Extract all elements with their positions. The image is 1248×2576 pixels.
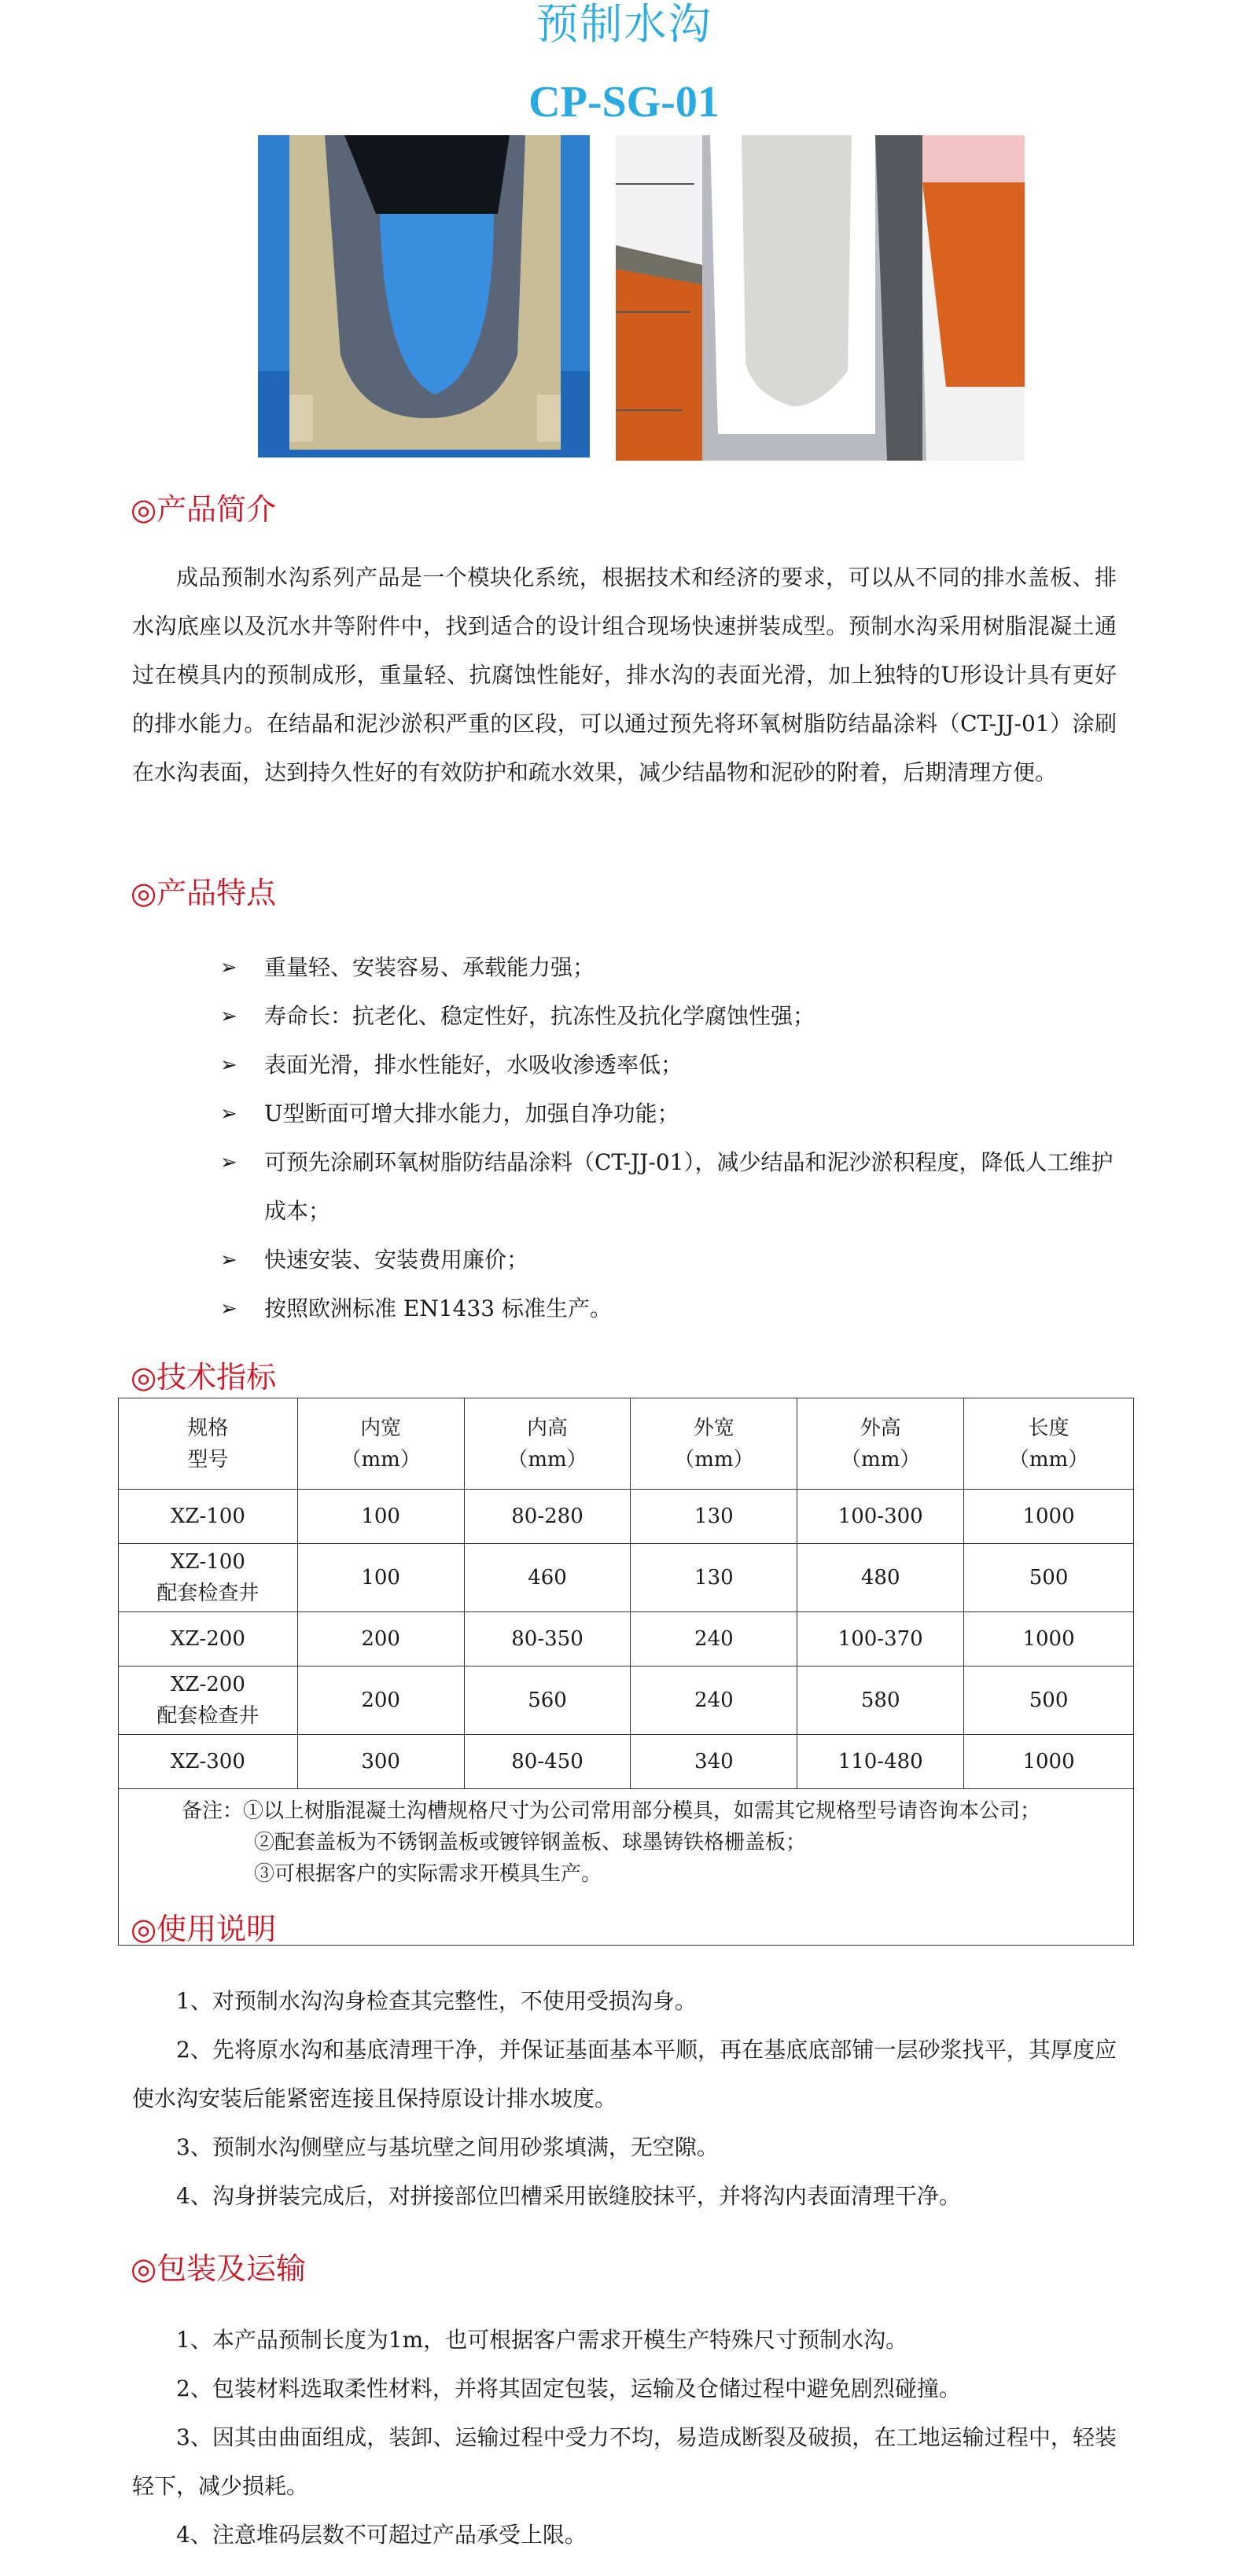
cell-value: 500 — [964, 1666, 1134, 1735]
table-row — [119, 1612, 1134, 1666]
table-row — [119, 1490, 1134, 1544]
arrow-bullet-icon: ➢ — [220, 1053, 237, 1077]
cell-value: 100 — [297, 1544, 464, 1612]
header-cell-inner-width: 内宽 （mm） — [297, 1398, 464, 1490]
cell-value: 240 — [631, 1666, 797, 1735]
cell-value: 580 — [797, 1666, 964, 1735]
cell-value: 560 — [464, 1666, 631, 1735]
features-list — [220, 943, 1117, 1333]
cell-value: 300 — [297, 1735, 464, 1789]
feature-text: 寿命长：抗老化、稳定性好，抗冻性及抗化学腐蚀性强； — [264, 1003, 815, 1029]
header-cell-model: 规格 型号 — [119, 1398, 298, 1490]
cell-value: 1000 — [964, 1612, 1134, 1666]
arrow-bullet-icon: ➢ — [220, 1102, 237, 1126]
arrow-bullet-icon: ➢ — [220, 956, 237, 979]
feature-item — [220, 1090, 1117, 1138]
feature-text: 表面光滑，排水性能好，水吸收渗透率低； — [264, 1052, 683, 1078]
feature-item — [220, 1236, 1117, 1284]
usage-item: 1、对预制水沟沟身检查其完整性，不使用受损沟身。 — [176, 1988, 697, 2014]
usage-item: 2、先将原水沟和基底清理干净，并保证基面基本平顺，再在基底底部铺一层砂浆找平，其厚度应使水沟安装后能紧密连接且保持原设计排水坡度。 — [132, 2037, 1117, 2111]
channel-cross-section-photo — [258, 135, 590, 458]
usage-list — [132, 1977, 1117, 2221]
feature-text: 按照欧洲标准 EN1433 标准生产。 — [264, 1295, 612, 1321]
cell-model: XZ-200 配套检查井 — [119, 1666, 298, 1735]
cell-value: 80-280 — [464, 1490, 631, 1544]
section-heading-specs: ◎技术指标 — [131, 1360, 277, 1395]
cell-value: 500 — [964, 1544, 1134, 1612]
spec-table-header — [119, 1398, 1134, 1490]
spec-table — [118, 1398, 1134, 1946]
packaging-item: 4、注意堆码层数不可超过产品承受上限。 — [176, 2522, 587, 2548]
note-line: ②配套盖板为不锈钢盖板或镀锌钢盖板、球墨铸铁格栅盖板； — [254, 1831, 807, 1854]
section-heading-usage: ◎使用说明 — [131, 1912, 277, 1946]
note-line: 备注：①以上树脂混凝土沟槽规格尺寸为公司常用部分模具，如需其它规格型号请咨询本公司； — [182, 1799, 1041, 1823]
usage-item: 3、预制水沟侧壁应与基坑壁之间用砂浆填满，无空隙。 — [176, 2134, 719, 2160]
cell-value: 460 — [464, 1544, 631, 1612]
feature-text: 可预先涂刷环氧树脂防结晶涂料（CT-JJ-01），减少结晶和泥沙淤积程度，降低人工维护成本； — [264, 1149, 1114, 1224]
cell-value: 130 — [631, 1544, 797, 1612]
cell-value: 1000 — [964, 1735, 1134, 1789]
cell-value: 1000 — [964, 1490, 1134, 1544]
arrow-bullet-icon: ➢ — [220, 1151, 237, 1174]
cell-value: 200 — [297, 1666, 464, 1735]
installed-channel-illustration — [616, 135, 1025, 461]
packaging-item: 2、包装材料选取柔性材料，并将其固定包装，运输及仓储过程中避免剧烈碰撞。 — [176, 2376, 961, 2401]
cell-value: 100 — [297, 1490, 464, 1544]
cell-value: 130 — [631, 1490, 797, 1544]
feature-text: 重量轻、安装容易、承载能力强； — [264, 954, 595, 980]
header-cell-inner-height: 内高 （mm） — [464, 1398, 631, 1490]
cell-value: 110-480 — [797, 1735, 964, 1789]
cell-model: XZ-100 配套检查井 — [119, 1544, 298, 1612]
note-line: ③可根据客户的实际需求开模具生产。 — [254, 1862, 602, 1886]
table-row — [119, 1666, 1134, 1735]
usage-item: 4、沟身拼装完成后，对拼接部位凹槽采用嵌缝胶抹平，并将沟内表面清理干净。 — [176, 2183, 961, 2209]
cell-model: XZ-300 — [119, 1735, 298, 1789]
header-cell-length: 长度 （mm） — [964, 1398, 1134, 1490]
arrow-bullet-icon: ➢ — [220, 1005, 237, 1028]
table-row — [119, 1735, 1134, 1789]
feature-item — [220, 1138, 1117, 1236]
cell-value: 80-450 — [464, 1735, 631, 1789]
cell-value: 340 — [631, 1735, 797, 1789]
section-heading-features: ◎产品特点 — [131, 876, 277, 910]
header-cell-outer-height: 外高 （mm） — [797, 1398, 964, 1490]
cell-value: 80-350 — [464, 1612, 631, 1666]
packaging-list — [132, 2316, 1117, 2559]
table-row — [119, 1544, 1134, 1612]
product-model-code: CP-SG-01 — [528, 78, 720, 127]
feature-item — [220, 992, 1117, 1041]
cell-value: 240 — [631, 1612, 797, 1666]
cell-value: 100-300 — [797, 1490, 964, 1544]
section-heading-packaging: ◎包装及运输 — [131, 2251, 307, 2286]
cell-model: XZ-100 — [119, 1490, 298, 1544]
section-heading-intro: ◎产品简介 — [131, 492, 277, 527]
arrow-bullet-icon: ➢ — [220, 1248, 237, 1272]
feature-text: 快速安装、安装费用廉价； — [264, 1247, 529, 1273]
packaging-item: 3、因其由曲面组成，装卸、运输过程中受力不均，易造成断裂及破损，在工地运输过程中，轻装轻下，减少损耗。 — [132, 2424, 1117, 2499]
feature-item — [220, 1284, 1117, 1333]
packaging-item: 1、本产品预制长度为1m，也可根据客户需求开模生产特殊尺寸预制水沟。 — [176, 2327, 908, 2353]
feature-text: U型断面可增大排水能力，加强自净功能； — [264, 1101, 679, 1126]
cell-value: 100-370 — [797, 1612, 964, 1666]
feature-item — [220, 943, 1117, 992]
product-title: 预制水沟 — [536, 0, 712, 49]
cell-model: XZ-200 — [119, 1612, 298, 1666]
cell-value: 200 — [297, 1612, 464, 1666]
arrow-bullet-icon: ➢ — [220, 1297, 237, 1321]
header-cell-outer-width: 外宽 （mm） — [631, 1398, 797, 1490]
cell-value: 480 — [797, 1544, 964, 1612]
feature-item — [220, 1041, 1117, 1090]
intro-paragraph: 成品预制水沟系列产品是一个模块化系统，根据技术和经济的要求，可以从不同的排水盖板、排水沟底座以及沉水井等附件中，找到适合的设计组合现场快速拼装成型。预制水沟采用树脂混凝土通过在模具内的预制成形，重量轻、抗腐蚀性能好，排水沟的表面光滑，加上独特的U形设计具有更好的排水能力。在结晶和泥沙淤积严重的区段，可以通过预先将环氧树脂防结晶涂料（CT-JJ-01）涂刷在水沟表面，达到持久性好的有效防护和疏水效果，减少结晶物和泥砂的附着，后期清理方便。 — [132, 564, 1117, 785]
